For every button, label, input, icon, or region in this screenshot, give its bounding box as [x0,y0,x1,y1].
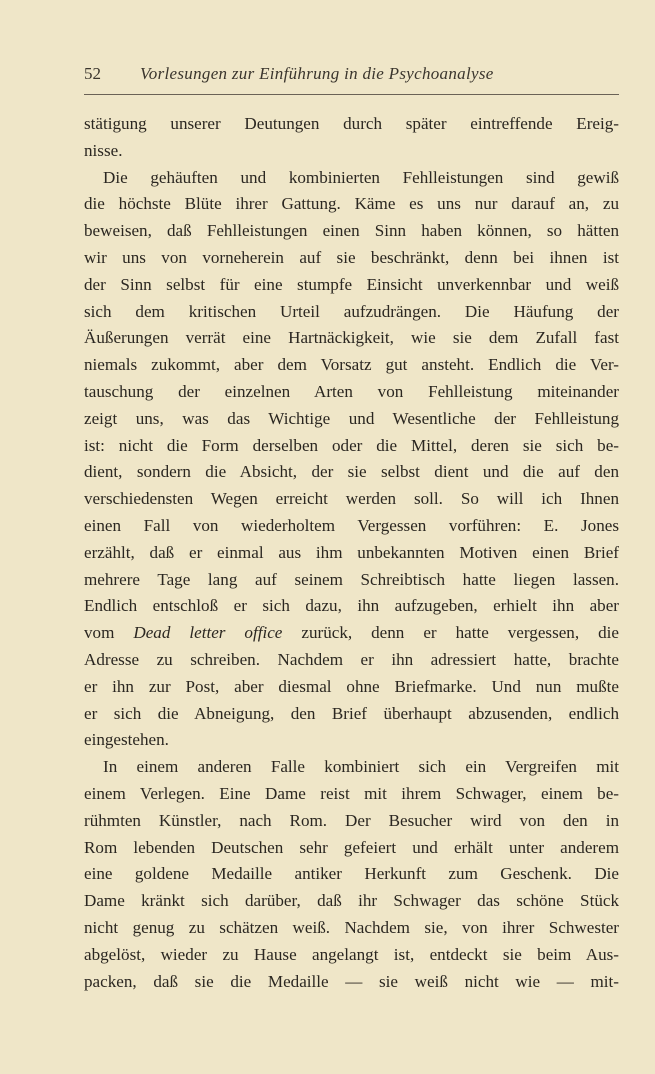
text-fragment: vom [84,623,134,643]
text-line: zeigt uns, was das Wichtige und Wesentliche der Fehlleistung [84,408,619,428]
text-line: Dame kränkt sich darüber, daß ihr Schwager das schöne Stück [84,891,619,911]
text-line: der Sinn selbst für eine stumpfe Einsicht unverkennbar und weiß [84,274,619,294]
text-line: erzählt, daß er einmal aus ihm unbekannten Motiven einen Brief [84,542,619,562]
text-line: In einem anderen Falle kombiniert sich ein Vergreifen mit [103,757,619,777]
text-line: Endlich entschloß er sich dazu, ihn aufzugeben, erhielt ihn aber [84,596,619,616]
text-line: nicht genug zu schätzen weiß. Nachdem sie, von ihrer Schwester [84,917,619,937]
text-line: er ihn zur Post, aber diesmal ohne Briefmarke. Und nun mußte [84,676,619,696]
text-line: tauschung der einzelnen Arten von Fehlleistung miteinander [84,381,619,401]
page-number: 52 [84,64,101,83]
text-line: ist: nicht die Form derselben oder die Mittel, deren sie sich be- [84,435,619,455]
text-line: beweisen, daß Fehlleistungen einen Sinn haben können, so hätten [84,221,619,241]
text-fragment: zurück, denn er hatte vergessen, die [282,623,619,643]
italic-phrase: Dead letter office [133,623,283,643]
text-line: sich dem kritischen Urteil aufzudrängen. Die Häufung der [84,301,619,321]
text-line: einem Verlegen. Eine Dame reist mit ihrem Schwager, einem be- [84,783,619,803]
text-line: die höchste Blüte ihrer Gattung. Käme es uns nur darauf an, zu [84,194,619,214]
text-line: eingestehen. [84,730,169,750]
text-line: packen, daß sie die Medaille — sie weiß nicht wie — mit- [84,971,619,991]
text-line: Die gehäuften und kombinierten Fehlleistungen sind gewiß [103,167,619,187]
text-line: einen Fall von wiederholtem Vergessen vorführen: E. Jones [84,515,619,535]
text-line: Adresse zu schreiben. Nachdem er ihn adressiert hatte, brachte [84,649,619,669]
text-line: Äußerungen verrät eine Hartnäckigkeit, wie sie dem Zufall fast [84,328,619,348]
text-line: abgelöst, wieder zu Hause angelangt ist, entdeckt sie beim Aus- [84,944,619,964]
text-line: niemals zukommt, aber dem Vorsatz gut ansteht. Endlich die Ver- [84,355,619,375]
header-rule [84,94,619,95]
text-line: dient, sondern die Absicht, der sie selbst dient und die auf den [84,462,619,482]
text-line: stätigung unserer Deutungen durch später eintreffende Ereig- [84,114,619,133]
text-line: eine goldene Medaille antiker Herkunft zum Geschenk. Die [84,864,619,884]
text-line: mehrere Tage lang auf seinem Schreibtisch hatte liegen lassen. [84,569,619,589]
text-line: verschiedensten Wegen erreicht werden soll. So will ich Ihnen [84,489,619,509]
running-head: Vorlesungen zur Einführung in die Psychoanalyse [140,64,494,83]
page-header [84,64,619,88]
text-line: rühmten Künstler, nach Rom. Der Besucher wird von den in [84,810,619,830]
text-line: Rom lebenden Deutschen sehr gefeiert und erhält unter anderem [84,837,619,857]
text-line: nisse. [84,140,123,160]
text-line-with-italic [84,620,619,647]
text-line: wir uns von vorneherein auf sie beschränkt, denn bei ihnen ist [84,247,619,267]
text-line: er sich die Abneigung, den Brief überhaupt abzusenden, endlich [84,703,619,723]
body-text [84,111,619,995]
